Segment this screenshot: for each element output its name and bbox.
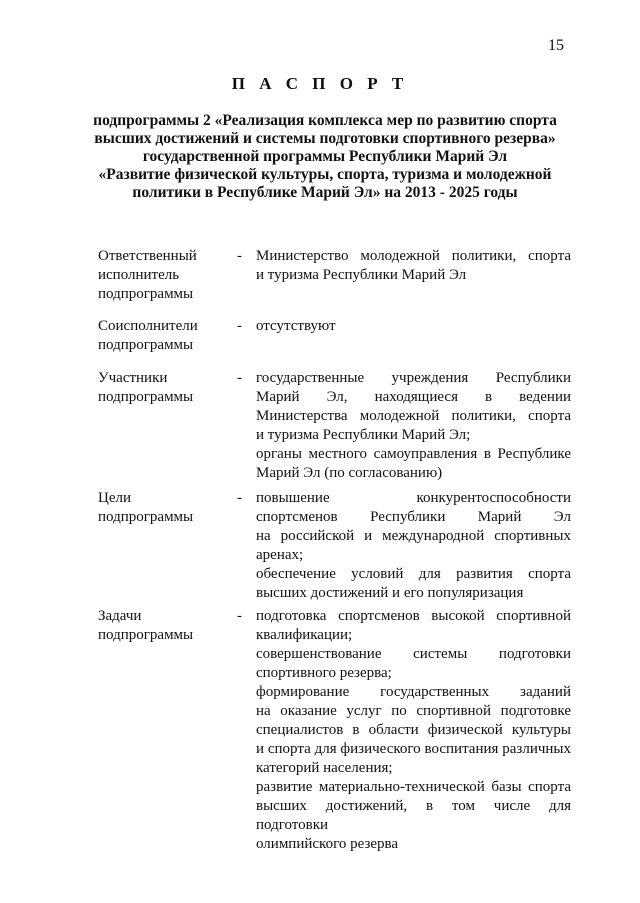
separator-dash: -: [237, 370, 242, 386]
subtitle-line: государственной программы Республики Марий Эл: [142, 148, 508, 165]
label-line: подпрограммы: [98, 509, 194, 525]
value-line: развитие материально-технической базы спорта: [256, 779, 571, 795]
value-line: обеспечение условий для развития спорта: [256, 566, 571, 582]
value-line: и туризма Республики Марий Эл: [256, 267, 467, 283]
value-line: специалистов в области физической культуры: [256, 722, 571, 738]
section-value: [256, 607, 571, 854]
label-line: Участники: [98, 370, 168, 386]
value-line: спортивного резерва;: [256, 665, 392, 681]
value-line: высших достижений, в том числе для подготовки: [256, 798, 571, 833]
section-label: [98, 369, 228, 407]
subtitle-line: подпрограммы 2 «Реализация комплекса мер по развитию спорта: [93, 112, 557, 129]
value-line: формирование государственных заданий: [256, 684, 571, 700]
separator-dash: -: [237, 318, 242, 334]
value-line: олимпийского резерва: [256, 836, 399, 852]
value-line: органы местного самоуправления в Республике: [256, 446, 571, 462]
value-line: на оказание услуг по спортивной подготовке: [256, 703, 571, 719]
section-label: [98, 489, 228, 527]
label-line: подпрограммы: [98, 389, 194, 405]
section-label: [98, 247, 228, 304]
subtitle-line: высших достижений и системы подготовки спортивного резерва»: [94, 130, 556, 147]
section-value: [256, 317, 571, 336]
value-line: совершенствование системы подготовки: [256, 646, 571, 662]
value-line: Марий Эл, находящиеся в ведении: [256, 389, 571, 405]
value-line: аренах;: [256, 547, 304, 563]
section-value: [256, 247, 571, 285]
label-line: подпрограммы: [98, 337, 194, 353]
subtitle-line: политики в Республике Марий Эл» на 2013 - 2025 годы: [132, 184, 518, 201]
label-line: Цели: [98, 490, 132, 506]
value-line: Министерство молодежной политики, спорта: [256, 248, 571, 264]
label-line: исполнитель: [98, 267, 180, 283]
value-line: на российской и международной спортивных: [256, 528, 571, 544]
section-value: [256, 489, 571, 603]
section-label: [98, 317, 228, 355]
value-line: категорий населения;: [256, 760, 393, 776]
page-number: 15: [548, 37, 564, 54]
value-line: Марий Эл (по согласованию): [256, 465, 443, 481]
value-line: спортсменов Республики Марий Эл: [256, 509, 571, 525]
value-line: подготовка спортсменов высокой спортивной: [256, 608, 571, 624]
separator-dash: -: [237, 490, 242, 506]
separator-dash: -: [237, 608, 242, 624]
label-line: подпрограммы: [98, 627, 194, 643]
separator-dash: -: [237, 248, 242, 264]
value-line: высших достижений и его популяризация: [256, 585, 524, 601]
value-line: повышение конкурентоспособности: [256, 490, 571, 506]
label-line: подпрограммы: [98, 286, 194, 302]
value-line: квалификации;: [256, 627, 353, 643]
label-line: Задачи: [98, 608, 142, 624]
label-line: Соисполнители: [98, 318, 198, 334]
document-subtitle: [60, 112, 590, 202]
document-title: П А С П О Р Т: [231, 74, 409, 93]
section-label: [98, 607, 228, 645]
value-line: Министерства молодежной политики, спорта: [256, 408, 571, 424]
label-line: Ответственный: [98, 248, 197, 264]
value-line: и спорта для физического воспитания различных: [256, 741, 571, 757]
value-line: государственные учреждения Республики: [256, 370, 571, 386]
section-value: [256, 369, 571, 483]
value-line: и туризма Республики Марий Эл;: [256, 427, 471, 443]
value-line: отсутствуют: [256, 318, 336, 334]
subtitle-line: «Развитие физической культуры, спорта, туризма и молодежной: [98, 166, 552, 183]
